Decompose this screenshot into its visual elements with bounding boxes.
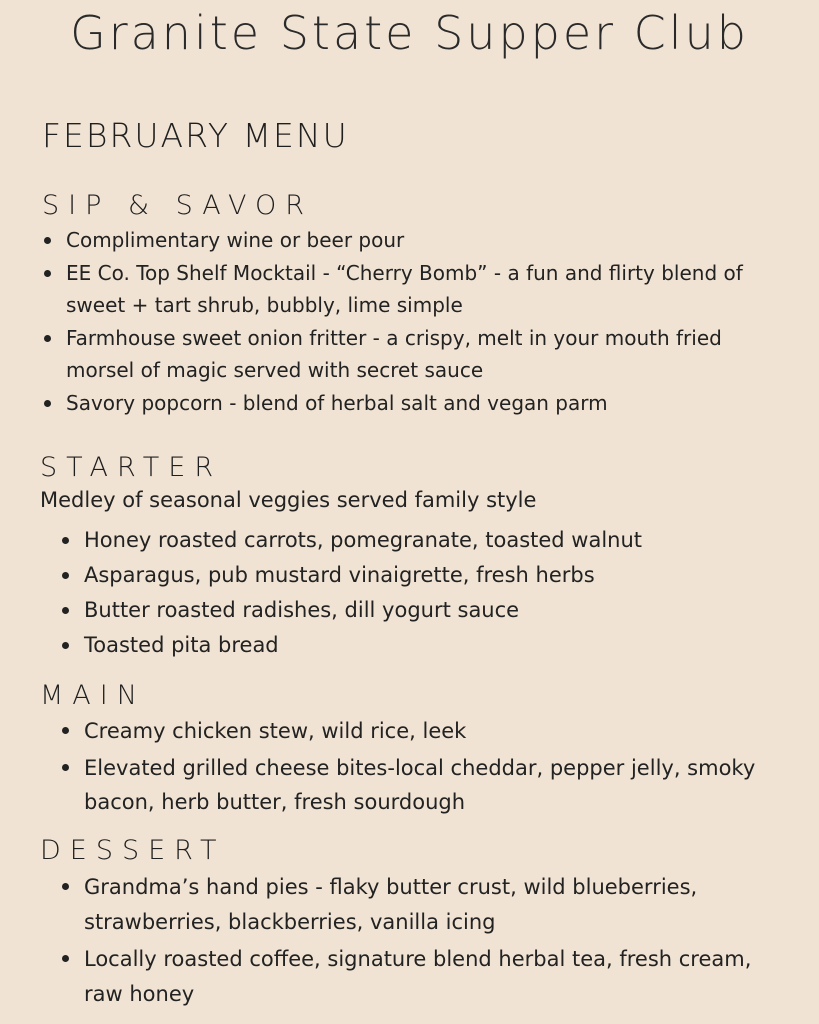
list-item-text: Butter roasted radishes, dill yogurt sauce — [84, 598, 520, 622]
bullet-icon — [62, 764, 69, 771]
list-item-text: EE Co. Top Shelf Mocktail - “Cherry Bomb” - a fun and flirty blend of sweet + tart shrub, bubbly, lime simple — [66, 261, 743, 317]
list-item-text: Honey roasted carrots, pomegranate, toasted walnut — [84, 528, 643, 552]
bullet-icon — [62, 607, 69, 614]
section-title-main: MAIN — [40, 680, 146, 711]
bullet-icon — [44, 335, 51, 342]
section-title-starter: STARTER — [40, 452, 223, 483]
list-item — [60, 751, 760, 819]
list-item — [42, 257, 762, 321]
section-title-dessert: DESSERT — [40, 835, 226, 866]
list-item-text: Farmhouse sweet onion fritter - a crispy, melt in your mouth fried morsel of magic served with secret sauce — [66, 326, 722, 382]
main-list — [60, 714, 760, 822]
bullet-icon — [62, 883, 69, 890]
list-item-text: Toasted pita bread — [84, 633, 279, 657]
list-item-text: Savory popcorn - blend of herbal salt and vegan parm — [66, 391, 608, 415]
list-item-text: Elevated grilled cheese bites-local cheddar, pepper jelly, smoky bacon, herb butter, fresh sourdough — [84, 756, 756, 814]
list-item-text: Complimentary wine or beer pour — [66, 228, 405, 252]
list-item — [60, 942, 760, 1012]
list-item — [60, 714, 760, 748]
starter-intro: Medley of seasonal veggies served family style — [40, 488, 537, 512]
club-title: Granite State Supper Club — [70, 6, 749, 60]
menu-heading: FEBRUARY MENU — [42, 116, 349, 155]
list-item — [60, 629, 780, 661]
list-item — [60, 594, 780, 626]
list-item-text: Locally roasted coffee, signature blend herbal tea, fresh cream, raw honey — [84, 947, 752, 1006]
list-item-text: Grandma’s hand pies - flaky butter crust, wild blueberries, strawberries, blackberries, vanilla icing — [84, 875, 698, 934]
bullet-icon — [62, 642, 69, 649]
bullet-icon — [62, 727, 69, 734]
section-title-sip-savor: SIP & SAVOR — [42, 190, 313, 221]
sip-savor-list — [42, 224, 762, 420]
bullet-icon — [44, 400, 51, 407]
list-item — [42, 224, 762, 256]
list-item — [60, 524, 780, 556]
starter-list — [60, 524, 780, 664]
list-item — [42, 322, 762, 386]
bullet-icon — [44, 237, 51, 244]
bullet-icon — [62, 572, 69, 579]
list-item — [60, 559, 780, 591]
list-item — [60, 870, 760, 940]
bullet-icon — [62, 955, 69, 962]
dessert-list — [60, 870, 760, 1014]
bullet-icon — [44, 270, 51, 277]
list-item-text: Asparagus, pub mustard vinaigrette, fresh herbs — [84, 563, 595, 587]
list-item-text: Creamy chicken stew, wild rice, leek — [84, 719, 467, 743]
bullet-icon — [62, 537, 69, 544]
list-item — [42, 387, 762, 419]
